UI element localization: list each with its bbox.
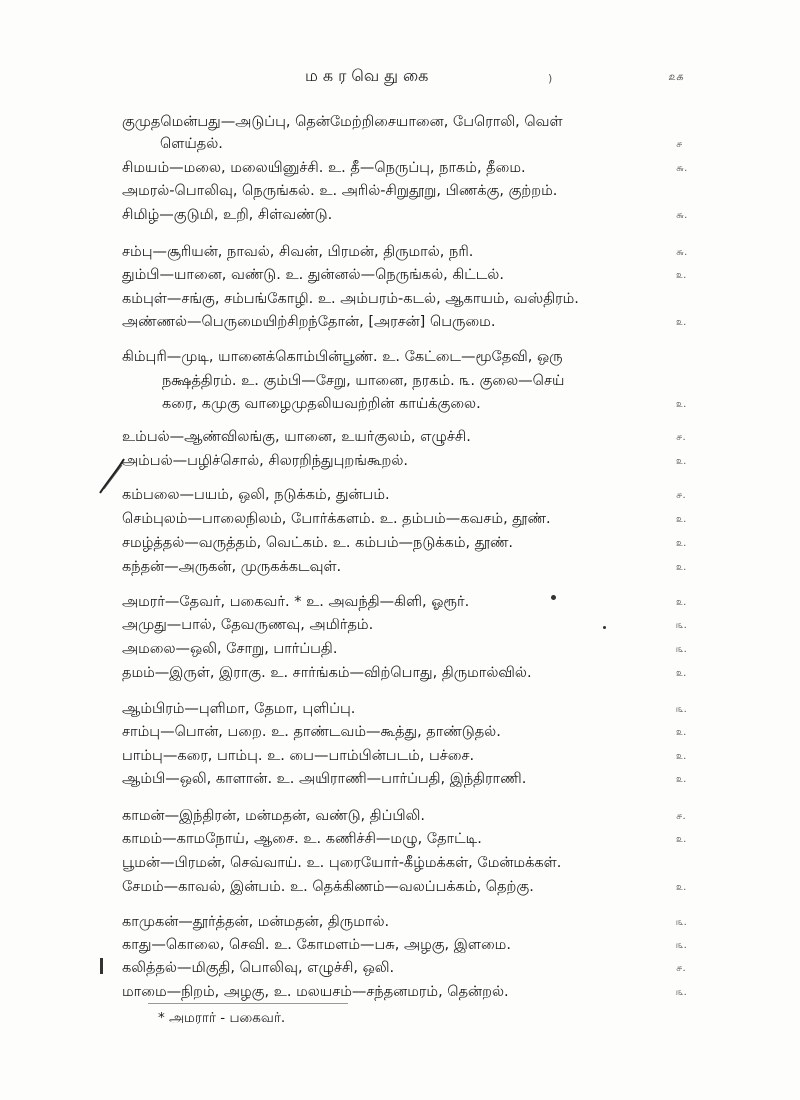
entry-line [122, 935, 700, 955]
entry-count: ௪. [676, 432, 686, 443]
entry-line [122, 181, 700, 201]
entry-line [122, 829, 700, 849]
entry-text: கம்பலை—பயம், ஒலி, நடுக்கம், துன்பம். [122, 487, 390, 503]
entry-text: பாம்பு—கரை, பாம்பு. உ. பை—பாம்பின்படம், பச்சை. [122, 748, 475, 764]
entry-count: ௨. [676, 456, 687, 467]
entry-line [122, 853, 700, 873]
entry-count: ௩. [676, 987, 687, 998]
entry-text: மாமை—நிறம், அழகு, உ. மலயசம்—சந்தனமரம், தென்றல். [122, 984, 509, 1000]
entry-line [122, 592, 700, 612]
entry-text: கரை, கமுகு வாழைமுதலியவற்றின் காய்க்குலை. [162, 396, 481, 412]
entry-count: ௩. [676, 940, 687, 951]
entry-count: ௨. [676, 727, 687, 738]
ink-blot [603, 626, 606, 629]
entry-count: ௨. [676, 538, 687, 549]
page-number: ௨௧ [668, 70, 684, 83]
footnote-rule [148, 1003, 348, 1004]
entry-line [162, 371, 700, 391]
entry-count: ௨. [676, 597, 687, 608]
entry-count: ௪ [676, 139, 683, 150]
entry-line [122, 533, 700, 553]
entry-text: கிம்புரி—முடி, யானைக்கொம்பின்பூண். உ. கேட்டை—மூதேவி, ஒரு [122, 349, 563, 365]
entry-line [122, 158, 700, 178]
entry-text: காமன்—இந்திரன், மன்மதன், வண்டு, திப்பிலி. [122, 808, 426, 824]
entry-count: ௨. [676, 270, 687, 281]
entry-line [122, 958, 700, 978]
entry-text: ஆம்பி—ஒலி, காளான். உ. அயிராணி—பார்ப்பதி, இந்திராணி. [122, 771, 527, 787]
entry-count: ௬. [676, 247, 688, 258]
header-mark: ) [548, 72, 553, 85]
entry-text: செம்புலம்—பாலைநிலம், போர்க்களம். உ. தம்பம்—கவசம், தூண். [122, 511, 551, 527]
entry-line [160, 134, 700, 154]
entry-text: நக்ஷத்திரம். உ. கும்பி—சேறு, யானை, நரகம். ௩. குலை—செய் [162, 373, 565, 389]
entry-line [122, 663, 700, 683]
entry-text: காமுகன்—தூர்த்தன், மன்மதன், திருமால். [122, 914, 390, 930]
entry-line [122, 639, 700, 659]
entry-text: தும்பி—யானை, வண்டு. உ. துன்னல்—நெருங்கல், கிட்டல். [122, 267, 504, 283]
entry-line [122, 347, 700, 367]
entry-text: சிமிழ்—குடுமி, உறி, சிள்வண்டு. [122, 207, 333, 223]
entry-line [122, 557, 700, 577]
entry-line [122, 877, 700, 897]
entry-count: ௨. [676, 317, 687, 328]
entry-line [122, 746, 700, 766]
entry-count: ௬. [676, 163, 688, 174]
entry-line [122, 699, 700, 719]
entry-line [122, 289, 700, 309]
entry-text: சிமயம்—மலை, மலையினுச்சி. உ. தீ—நெருப்பு, நாகம், தீமை. [122, 160, 526, 176]
entry-line [122, 509, 700, 529]
entry-line [122, 112, 700, 132]
entry-text: அமரர்—தேவர், பகைவர். * உ. அவந்தி—கிளி, ஓரூர். [122, 594, 470, 610]
entry-line [122, 312, 700, 332]
entry-text: அமரல்-பொலிவு, நெருங்கல். உ. அரில்-சிறுதூறு, பிணக்கு, குற்றம். [122, 183, 558, 199]
entry-line [122, 615, 700, 635]
page-header [0, 66, 800, 94]
entry-count: ௩. [676, 620, 687, 631]
entry-count: ௨. [676, 882, 687, 893]
entry-count: ௩. [676, 704, 687, 715]
entry-line [122, 451, 700, 471]
entry-text: ஆம்பிரம்—புளிமா, தேமா, புளிப்பு. [122, 701, 356, 717]
margin-pen-mark-icon [98, 455, 126, 495]
entry-text: அம்பல்—பழிச்சொல், சிலரறிந்துபுறங்கூறல். [122, 453, 408, 469]
entry-count: ௩. [676, 644, 687, 655]
entry-text: சமழ்த்தல்—வருத்தம், வெட்கம். உ. கம்பம்—நடுக்கம், தூண். [122, 535, 514, 551]
entry-text: காமம்—காமநோய், ஆசை. உ. கணிச்சி—மழு, தோட்டி. [122, 831, 482, 847]
entry-text: பூமன்—பிரமன், செவ்வாய். உ. புரையோர்-கீழ்மக்கள், மேன்மக்கள். [122, 855, 562, 871]
entry-count: ௪. [676, 963, 686, 974]
entry-text: சம்பு—சூரியன், நாவல், சிவன், பிரமன், திருமால், நரி. [122, 244, 474, 260]
entry-text: அமலை—ஒலி, சோறு, பார்ப்பதி. [122, 641, 338, 657]
entry-count: ௨. [676, 774, 687, 785]
entry-text: சேமம்—காவல், இன்பம். உ. தெக்கிணம்—வலப்பக்கம், தெற்கு. [122, 879, 534, 895]
entry-text: அண்ணல்—பெருமையிற்சிறந்தோன், [அரசன்] பெருமை. [122, 314, 496, 330]
entry-text: காது—கொலை, செவி. உ. கோமளம்—பசு, அழகு, இளமை. [122, 937, 511, 953]
entry-count: ௩. [676, 917, 687, 928]
entry-count: ௨. [676, 562, 687, 573]
entry-text: அமுது—பால், தேவருணவு, அமிர்தம். [122, 617, 374, 633]
footnote: * அமரார் - பகைவர். [158, 1010, 286, 1026]
entry-text: கலித்தல்—மிகுதி, பொலிவு, எழுச்சி, ஒலி. [122, 960, 395, 976]
entry-line [122, 427, 700, 447]
entry-line [122, 485, 700, 505]
entry-count: ௨. [676, 399, 687, 410]
entry-line [122, 806, 700, 826]
entry-line [122, 982, 700, 1002]
entry-count: ௬. [676, 210, 688, 221]
entry-count: ௨. [676, 514, 687, 525]
ink-blot [551, 595, 556, 600]
entry-text: குமுதமென்பது—அடுப்பு, தென்மேற்றிசையானை, பேரொலி, வெள் [122, 114, 563, 130]
entry-line [162, 394, 700, 414]
entry-text: சாம்பு—பொன், பறை. உ. தாண்டவம்—கூத்து, தாண்டுதல். [122, 724, 501, 740]
entry-line [122, 912, 700, 932]
left-edge-mark [100, 958, 103, 974]
entry-line [122, 265, 700, 285]
entry-count: ௨. [676, 668, 687, 679]
entry-count: ௨. [676, 751, 687, 762]
entry-line [122, 205, 700, 225]
entry-line [122, 242, 700, 262]
entry-text: தமம்—இருள், இராகு. உ. சார்ங்கம்—விற்பொது, திருமால்வில். [122, 665, 532, 681]
entry-text: ளெய்தல். [160, 136, 223, 152]
page-title: மகரவெதுகை [305, 66, 434, 85]
entry-text: கம்புள்—சங்கு, சம்பங்கோழி. உ. அம்பரம்-கடல், ஆகாயம், வஸ்திரம். [122, 291, 579, 307]
entry-count: ௪. [676, 490, 686, 501]
entry-text: கந்தன்—அருகன், முருகக்கடவுள். [122, 559, 342, 575]
entry-count: ௨. [676, 834, 687, 845]
entry-text: உம்பல்—ஆண்விலங்கு, யானை, உயர்குலம், எழுச்சி. [122, 429, 471, 445]
entry-count: ௪. [676, 811, 686, 822]
entry-line [122, 722, 700, 742]
entry-line [122, 769, 700, 789]
